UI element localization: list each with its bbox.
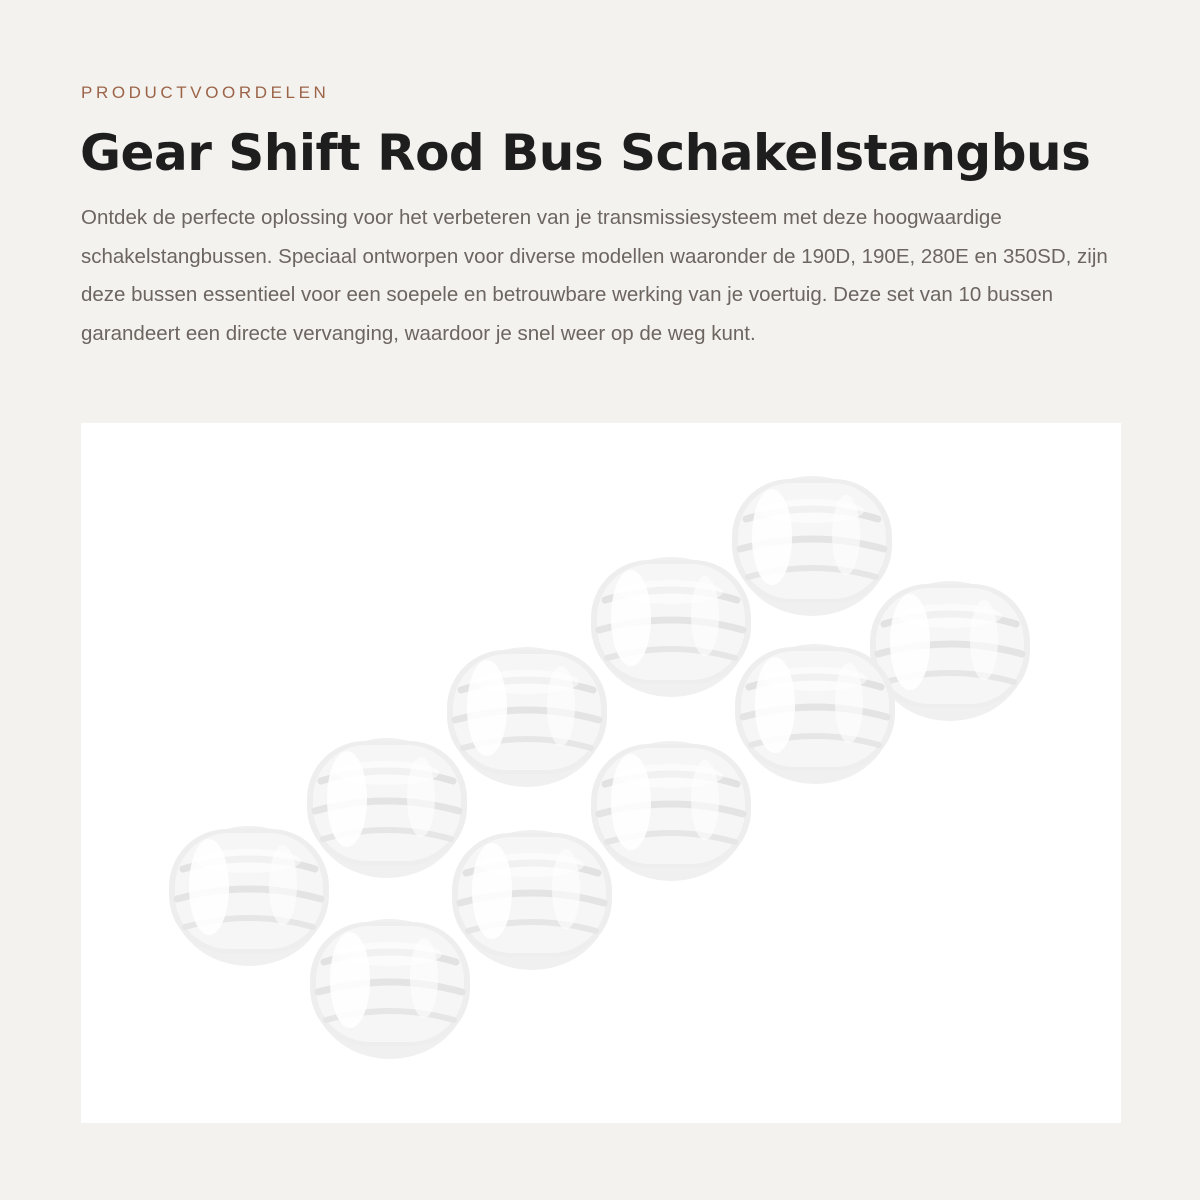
bushing-image [310, 919, 470, 1059]
eyebrow-label: PRODUCTVOORDELEN [81, 83, 330, 102]
bushing-image [169, 826, 329, 966]
bushing-image [307, 738, 467, 878]
bushing-image [735, 644, 895, 784]
bushing-image [591, 557, 751, 697]
bushing-image [452, 830, 612, 970]
bushing-image [732, 476, 892, 616]
bushing-image [591, 741, 751, 881]
product-image [81, 423, 1121, 1123]
product-description: Ontdek de perfecte oplossing voor het verbeteren van je transmissiesysteem met deze hoogwaardige schakelstangbussen. Speciaal ontworpen voor diverse modellen waaronder de 190D, 190E, 280E en 350SD, zijn deze bussen essentieel voor een soepele en betrouwbare werking van je voertuig. Deze set van 10 bussen garandeert een directe vervanging, waardoor je snel weer op de weg kunt. [81, 206, 1108, 345]
bushing-image [447, 647, 607, 787]
page-title: Gear Shift Rod Bus Schakelstangbus [80, 124, 1091, 182]
